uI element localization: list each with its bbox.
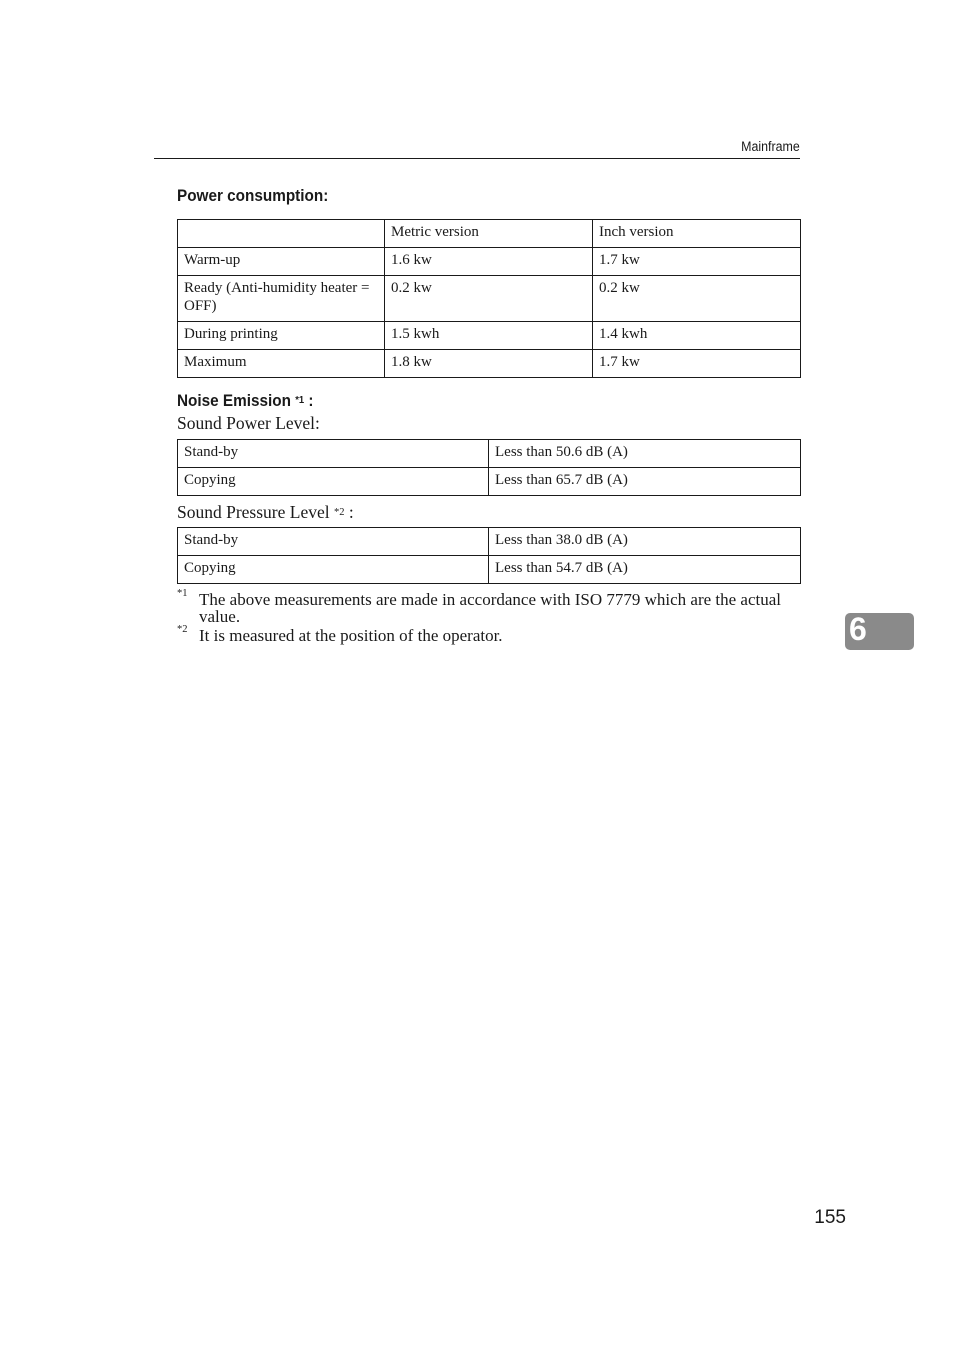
footnote-ref: *1 <box>295 394 305 406</box>
table-cell: Stand-by <box>178 528 489 556</box>
table-row <box>178 440 801 468</box>
footnote-text: It is measured at the position of the operator. <box>199 626 503 645</box>
table-cell: During printing <box>178 322 385 350</box>
table-row <box>178 468 801 496</box>
table-row <box>178 248 801 276</box>
table-row <box>178 556 801 584</box>
table-cell: 1.6 kw <box>385 248 593 276</box>
table-cell: Less than 54.7 dB (A) <box>489 556 801 584</box>
footnote-ref: *2 <box>334 507 345 518</box>
table-row <box>178 528 801 556</box>
footnote <box>177 624 800 645</box>
footnote <box>177 588 800 626</box>
table-cell: 0.2 kw <box>385 276 593 322</box>
header-rule <box>154 158 800 159</box>
table-cell: Stand-by <box>178 440 489 468</box>
footnote-mark: *1 <box>177 588 188 599</box>
table-header-cell: Inch version <box>593 220 801 248</box>
footnotes <box>177 588 800 645</box>
noise-heading-suffix: : <box>304 391 314 410</box>
footnote-text: The above measurements are made in accordance with ISO 7779 which are the actual value. <box>199 590 782 626</box>
table-row <box>178 276 801 322</box>
table-row <box>178 350 801 378</box>
sound-power-table <box>177 439 801 496</box>
page-number: 155 <box>814 1207 846 1228</box>
table-cell: 1.7 kw <box>593 248 801 276</box>
sound-power-label: Sound Power Level: <box>177 413 320 433</box>
table-cell: Ready (Anti-humidity heater = OFF) <box>178 276 385 322</box>
chapter-number: 6 <box>849 611 867 647</box>
table-cell: Copying <box>178 468 489 496</box>
noise-heading-text: Noise Emission <box>177 391 291 410</box>
power-consumption-heading: Power consumption: <box>177 186 329 205</box>
sound-pressure-suffix: : <box>344 502 354 522</box>
table-cell: 1.7 kw <box>593 350 801 378</box>
table-cell: Less than 50.6 dB (A) <box>489 440 801 468</box>
sound-pressure-label <box>177 502 354 523</box>
sound-pressure-table <box>177 527 801 584</box>
table-header-cell: Metric version <box>385 220 593 248</box>
running-header: Mainframe <box>741 139 800 154</box>
table-cell: Less than 65.7 dB (A) <box>489 468 801 496</box>
table-header-row <box>178 220 801 248</box>
sound-pressure-text: Sound Pressure Level <box>177 502 330 522</box>
table-header-cell <box>178 220 385 248</box>
table-cell: 1.4 kwh <box>593 322 801 350</box>
table-cell: Warm-up <box>178 248 385 276</box>
footnote-mark: *2 <box>177 624 188 635</box>
noise-emission-heading <box>177 391 314 411</box>
table-cell: 1.8 kw <box>385 350 593 378</box>
table-cell: 0.2 kw <box>593 276 801 322</box>
table-cell: 1.5 kwh <box>385 322 593 350</box>
table-cell: Less than 38.0 dB (A) <box>489 528 801 556</box>
power-consumption-table <box>177 219 801 378</box>
chapter-tab <box>845 613 914 650</box>
table-cell: Copying <box>178 556 489 584</box>
table-row <box>178 322 801 350</box>
table-cell: Maximum <box>178 350 385 378</box>
